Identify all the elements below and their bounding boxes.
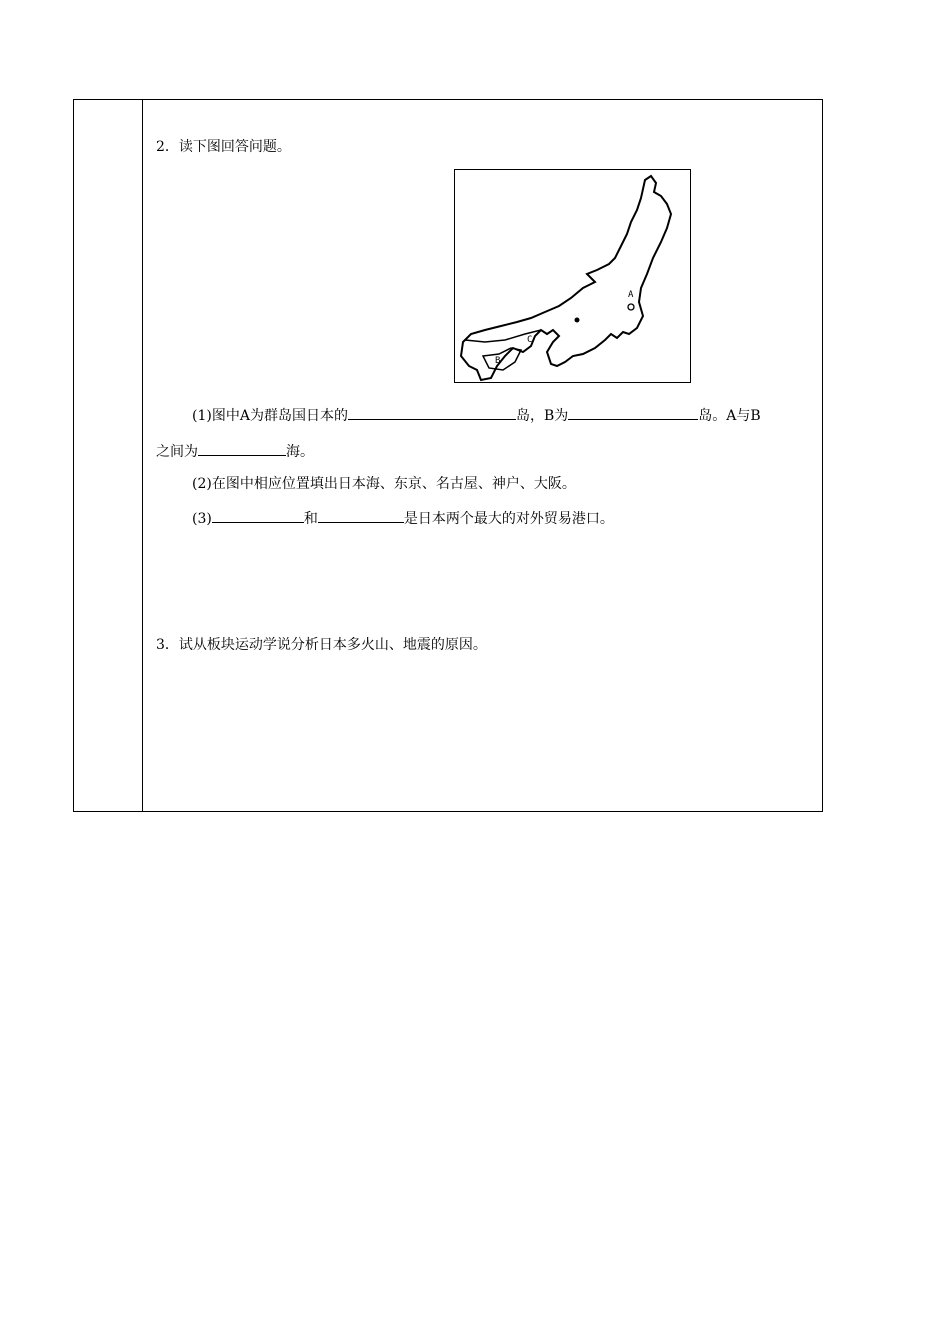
blank-b-island[interactable] [568,405,698,420]
content-cell [144,100,822,811]
p1-text-b: 岛，B为 [515,408,569,424]
p1-text-a: (1)图中A为群岛国日本的 [192,408,348,424]
left-column [74,100,143,811]
p3-end: 是日本两个最大的对外贸易港口。 [403,511,614,527]
p1-line2-start: 之间为 [156,444,198,460]
p3-mid: 和 [303,511,318,527]
p3-start: (3) [192,511,212,527]
question-2-part-1 [192,405,761,425]
question-2-part-2: (2)在图中相应位置填出日本海、东京、名古屋、神户、大阪。 [192,476,576,492]
map-label-a: A [628,290,634,300]
blank-sea[interactable] [198,441,286,456]
question-2-part-1-line-2 [156,441,314,461]
blank-a-island[interactable] [348,405,516,420]
blank-port-1[interactable] [212,508,304,523]
map-label-c: C [527,335,533,345]
blank-port-2[interactable] [318,508,404,523]
japan-outline-svg [455,170,692,384]
worksheet-table [73,99,823,812]
p1-line2-end: 海。 [286,444,314,460]
question-2-part-3 [192,508,614,528]
p1-text-c: 岛。A与B [698,408,761,424]
japan-map [454,169,691,383]
question-3-title: 3．试从板块运动学说分析日本多火山、地震的原因。 [156,637,487,653]
question-2-title: 2．读下图回答问题。 [156,139,291,155]
map-label-b: B [495,356,501,366]
